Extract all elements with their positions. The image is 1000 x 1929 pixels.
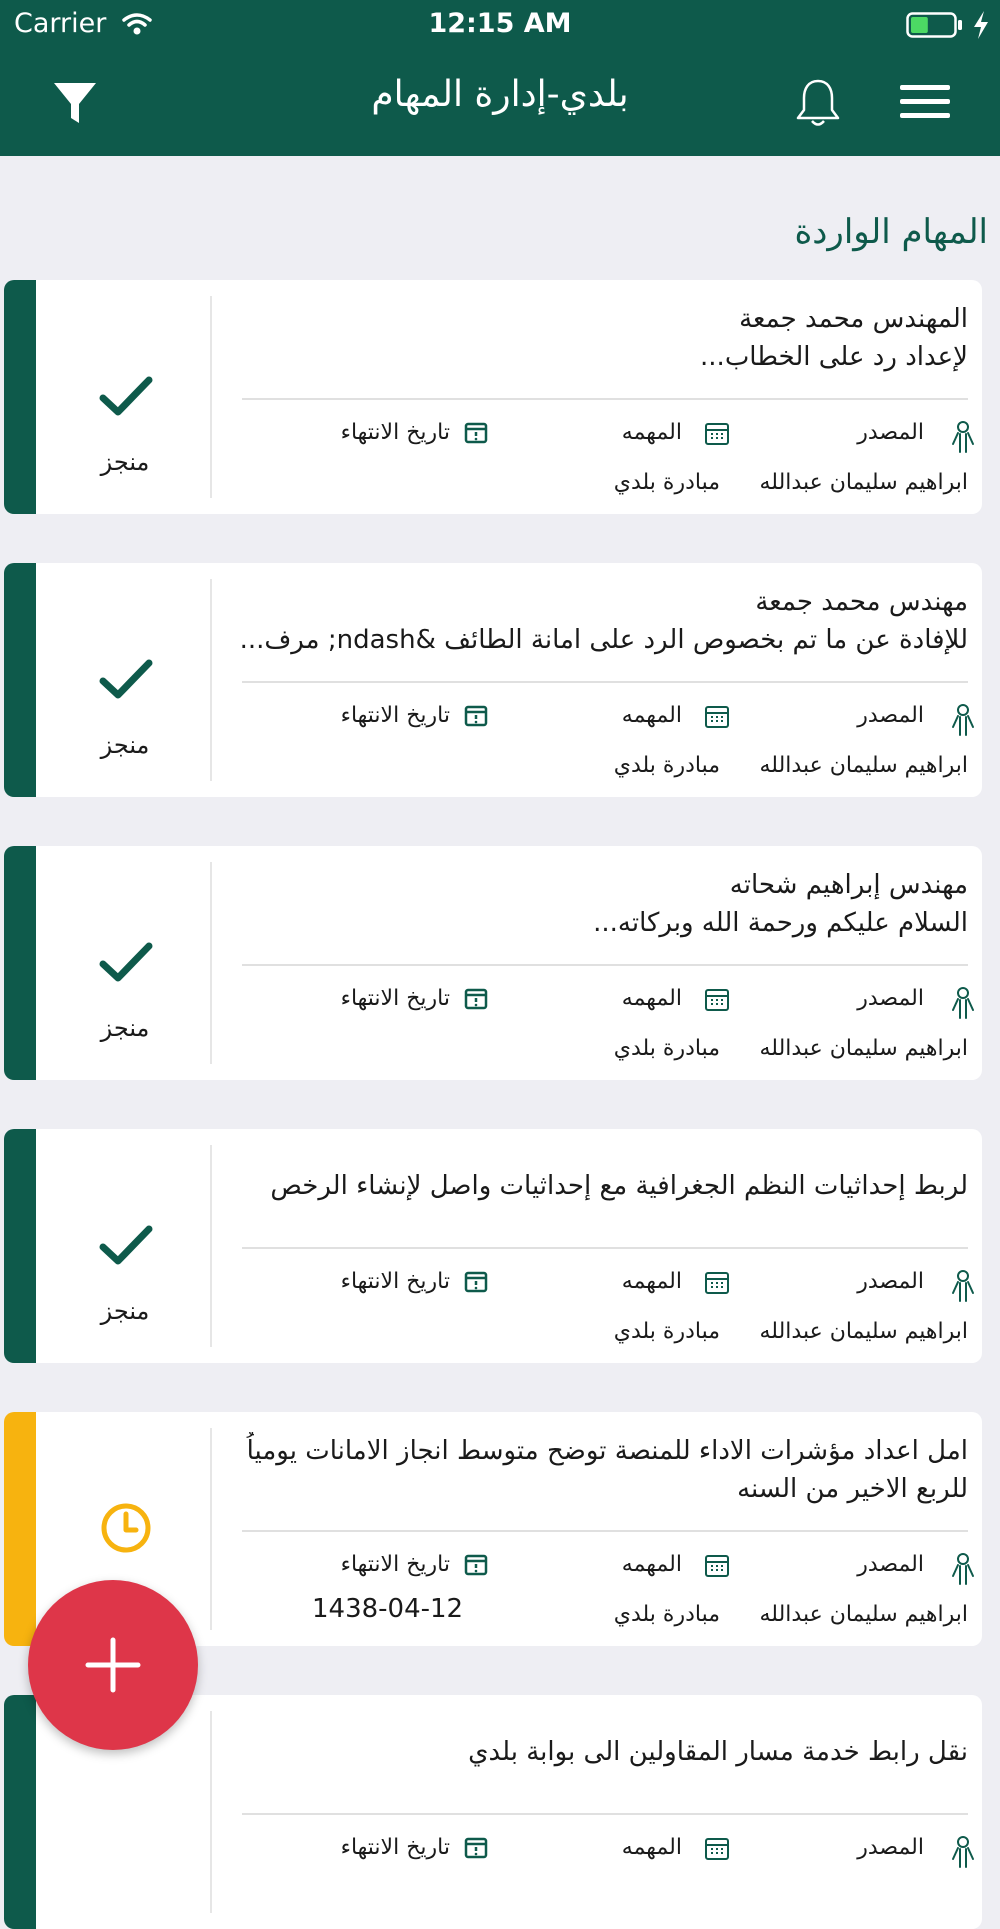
task-label: المهمه <box>621 703 682 728</box>
card-divider <box>210 1711 212 1913</box>
add-task-button[interactable] <box>28 1580 198 1750</box>
check-icon <box>98 934 154 990</box>
check-icon <box>98 651 154 707</box>
task-label: المهمه <box>621 1552 682 1577</box>
carrier-label: Carrier <box>14 8 107 39</box>
task-value: مبادرة بلدي <box>613 1602 720 1627</box>
source-value: ابراهيم سليمان عبدالله <box>759 470 968 495</box>
plus-icon <box>84 1636 142 1694</box>
calendar-alert-icon <box>464 1269 488 1293</box>
card-divider <box>210 579 212 781</box>
person-icon <box>950 703 976 737</box>
task-title-line1: مهندس إبراهيم شحاته <box>729 870 968 900</box>
card-separator <box>242 1530 968 1532</box>
end-date-label: تاريخ الانتهاء <box>340 1552 450 1577</box>
source-value: ابراهيم سليمان عبدالله <box>759 1036 968 1061</box>
source-label: المصدر <box>857 1552 924 1577</box>
calendar-alert-icon <box>464 703 488 727</box>
task-title <box>228 1733 968 1771</box>
check-icon <box>98 1217 154 1273</box>
card-separator <box>242 398 968 400</box>
calendar-icon <box>704 703 730 729</box>
status-bar <box>0 0 1000 50</box>
task-label: المهمه <box>621 986 682 1011</box>
status-label: منجز <box>100 1297 150 1325</box>
task-title-line1: امل اعداد مؤشرات الاداء للمنصة توضح متوسط انجاز الامانات يومياُ <box>246 1436 968 1466</box>
task-value: مبادرة بلدي <box>613 1036 720 1061</box>
source-label: المصدر <box>857 986 924 1011</box>
end-date-label: تاريخ الانتهاء <box>340 1835 450 1860</box>
section-title: المهام الواردة <box>794 212 988 252</box>
card-divider <box>210 862 212 1064</box>
source-value: ابراهيم سليمان عبدالله <box>759 753 968 778</box>
task-label: المهمه <box>621 1269 682 1294</box>
task-title-line2: لإعداد رد على الخطاب... <box>700 342 968 372</box>
calendar-alert-icon <box>464 420 488 444</box>
card-divider <box>210 1145 212 1347</box>
task-title <box>228 583 968 659</box>
task-title-line1: لربط إحداثيات النظم الجغرافية مع إحداثيات واصل لإنشاء الرخص <box>270 1171 968 1201</box>
card-separator <box>242 1247 968 1249</box>
calendar-icon <box>704 986 730 1012</box>
task-status <box>36 846 214 1080</box>
clock-icon <box>98 1500 154 1556</box>
end-date-label: تاريخ الانتهاء <box>340 420 450 445</box>
card-separator <box>242 964 968 966</box>
status-time: 12:15 AM <box>428 8 572 39</box>
task-status <box>36 1129 214 1363</box>
task-title <box>228 1167 968 1205</box>
task-card[interactable] <box>4 280 982 514</box>
end-date-label: تاريخ الانتهاء <box>340 703 450 728</box>
person-icon <box>950 1269 976 1303</box>
task-title-line1: نقل رابط خدمة مسار المقاولين الى بوابة بلدي <box>468 1737 968 1767</box>
task-title-line2: للإفادة عن ما تم بخصوص الرد على امانة الطائف &ndash; مرف... <box>239 625 968 655</box>
task-label: المهمه <box>621 420 682 445</box>
source-label: المصدر <box>857 420 924 445</box>
calendar-alert-icon <box>464 986 488 1010</box>
task-title-line2: للربع الاخير من السنه <box>737 1474 968 1504</box>
card-divider <box>210 296 212 498</box>
status-color-bar <box>4 846 36 1080</box>
task-label: المهمه <box>621 1835 682 1860</box>
calendar-alert-icon <box>464 1552 488 1576</box>
bell-icon[interactable] <box>794 78 842 128</box>
end-date-label: تاريخ الانتهاء <box>340 1269 450 1294</box>
status-color-bar <box>4 563 36 797</box>
status-color-bar <box>4 1129 36 1363</box>
calendar-icon <box>704 1269 730 1295</box>
source-label: المصدر <box>857 1835 924 1860</box>
task-title-line1: مهندس محمد جمعة <box>755 587 968 617</box>
task-title-line2: السلام عليكم ورحمة الله وبركاته... <box>593 908 968 938</box>
task-title-line1: المهندس محمد جمعة <box>739 304 968 334</box>
task-status <box>36 563 214 797</box>
task-value: مبادرة بلدي <box>613 753 720 778</box>
task-title <box>228 300 968 376</box>
source-value: ابراهيم سليمان عبدالله <box>759 1602 968 1627</box>
status-color-bar <box>4 280 36 514</box>
calendar-icon <box>704 1835 730 1861</box>
status-label: منجز <box>100 731 150 759</box>
menu-icon[interactable] <box>900 82 950 122</box>
person-icon <box>950 986 976 1020</box>
calendar-icon <box>704 420 730 446</box>
source-label: المصدر <box>857 1269 924 1294</box>
card-divider <box>210 1428 212 1630</box>
battery-icon <box>906 12 964 38</box>
calendar-alert-icon <box>464 1835 488 1859</box>
card-separator <box>242 681 968 683</box>
end-date-label: تاريخ الانتهاء <box>340 986 450 1011</box>
charging-bolt-icon <box>972 10 990 40</box>
status-color-bar <box>4 1412 36 1646</box>
end-date-value: 1438-04-12 <box>312 1594 464 1624</box>
source-label: المصدر <box>857 703 924 728</box>
task-card[interactable] <box>4 846 982 1080</box>
check-icon <box>98 368 154 424</box>
person-icon <box>950 420 976 454</box>
task-status <box>36 280 214 514</box>
source-value: ابراهيم سليمان عبدالله <box>759 1319 968 1344</box>
task-card[interactable] <box>4 1129 982 1363</box>
status-label: منجز <box>100 448 150 476</box>
task-value: مبادرة بلدي <box>613 470 720 495</box>
task-title <box>228 866 968 942</box>
person-icon <box>950 1835 976 1869</box>
navigation-bar <box>0 50 1000 156</box>
task-card[interactable] <box>4 563 982 797</box>
person-icon <box>950 1552 976 1586</box>
status-label: منجز <box>100 1014 150 1042</box>
card-separator <box>242 1813 968 1815</box>
calendar-icon <box>704 1552 730 1578</box>
page-title: بلدي-إدارة المهام <box>371 74 629 115</box>
task-value: مبادرة بلدي <box>613 1319 720 1344</box>
task-title <box>228 1432 968 1508</box>
status-color-bar <box>4 1695 36 1929</box>
